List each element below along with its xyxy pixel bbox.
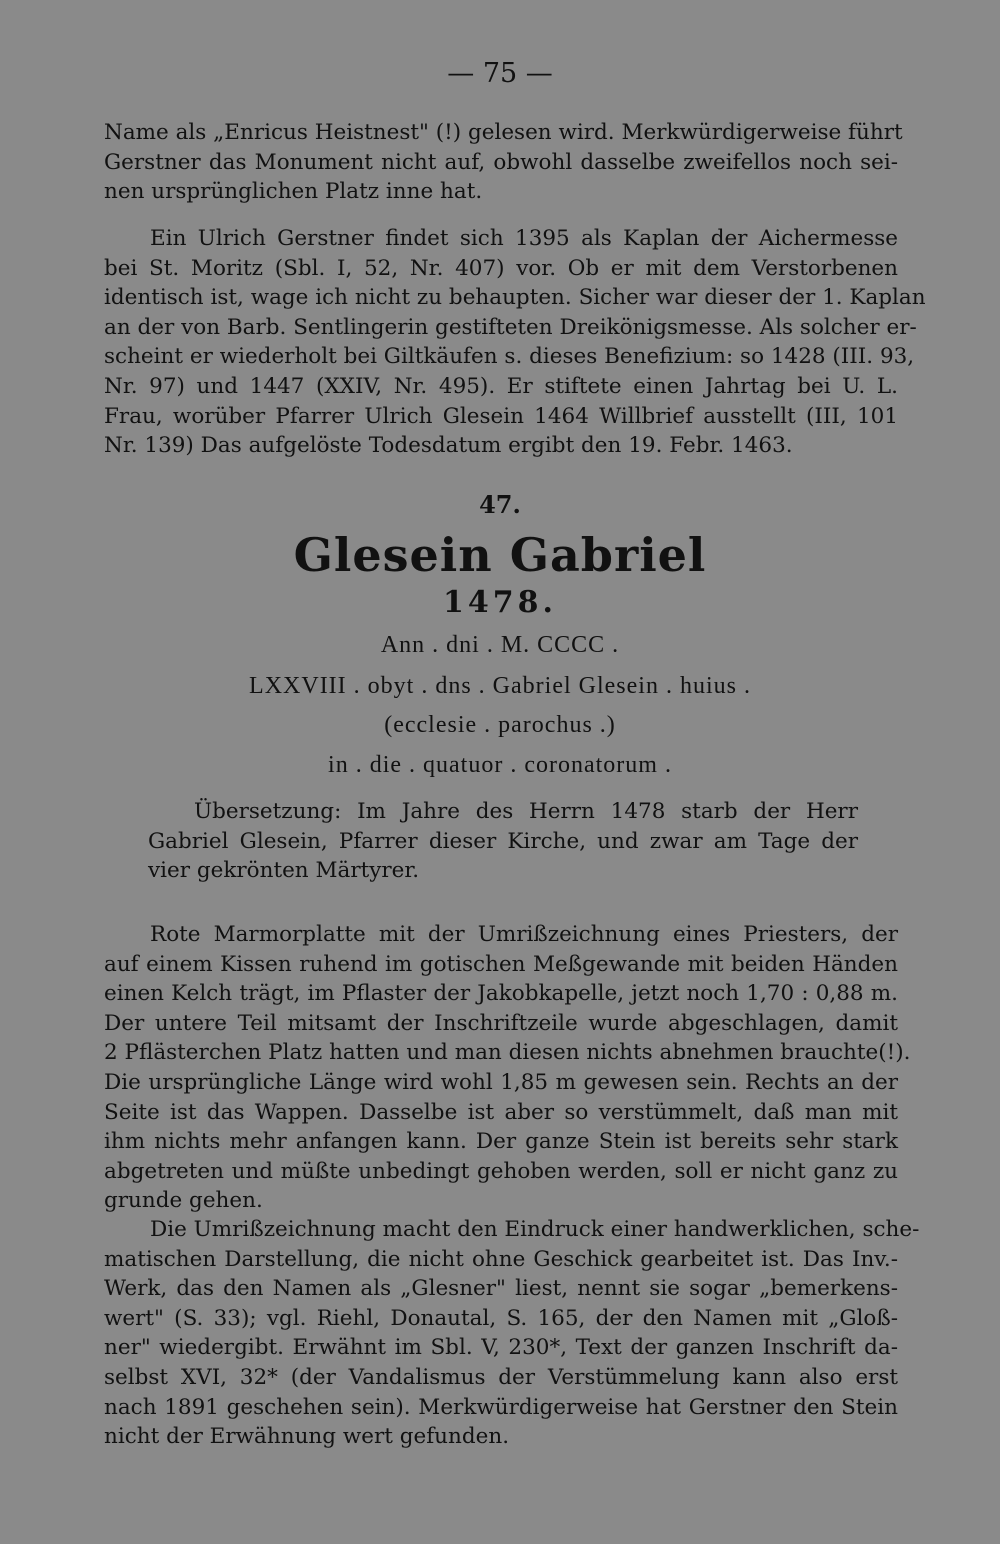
text-line: Ein Ulrich Gerstner findet sich 1395 als Kaplan der Aichermesse	[150, 226, 898, 251]
text-line: Nr. 139) Das aufgelöste Todesdatum ergibt den 19. Febr. 1463.	[104, 433, 793, 459]
text-line: abgetreten und müßte unbedingt gehoben werden, soll er nicht ganz zu	[104, 1158, 898, 1184]
text-line: selbst XVI, 32* (der Vandalismus der Verstümmelung kann also erst	[104, 1364, 898, 1390]
text-line: ihm nichts mehr anfangen kann. Der ganze Stein ist bereits sehr stark	[104, 1129, 898, 1155]
text-line: nen ursprünglichen Platz inne hat.	[104, 179, 483, 205]
text-line: nicht der Erwähnung wert gefunden.	[104, 1424, 510, 1450]
text-line: Die Umrißzeichnung macht den Eindruck einer handwerklichen, sche-	[150, 1217, 920, 1242]
section-year: 1478.	[443, 585, 557, 620]
text-line: Seite ist das Wappen. Dasselbe ist aber so verstümmelt, daß man mit	[104, 1099, 898, 1125]
text-line: Die ursprüngliche Länge wird wohl 1,85 m gewesen sein. Rechts an der	[104, 1069, 898, 1095]
section-title: Glesein Gabriel	[293, 528, 707, 582]
text-line: bei St. Moritz (Sbl. I, 52, Nr. 407) vor. Ob er mit dem Verstorbenen	[104, 255, 898, 281]
paragraph-3	[104, 920, 911, 1216]
text-line: Der untere Teil mitsamt der Inschriftzeile wurde abgeschlagen, damit	[104, 1010, 898, 1036]
inscription-line: Ann . dni . M. CCCC .	[380, 632, 620, 658]
inscription-line: (ecclesie . parochus .)	[384, 712, 616, 738]
inscription-line: LXXVIII . obyt . dns . Gabriel Glesein . huius .	[249, 673, 751, 699]
text-line: Nr. 97) und 1447 (XXIV, Nr. 495). Er stiftete einen Jahrtag bei U. L.	[104, 373, 898, 399]
section-number: 47.	[479, 490, 521, 519]
translation	[148, 797, 858, 886]
text-line: wert" (S. 33); vgl. Riehl, Donautal, S. 165, der den Namen mit „Gloß-	[104, 1305, 898, 1331]
text-line: Werk, das den Namen als „Glesner" liest, nennt sie sogar „bemerkens-	[104, 1276, 898, 1302]
text-line: grunde gehen.	[104, 1188, 263, 1214]
text-line: matischen Darstellung, die nicht ohne Geschick gearbeitet ist. Das Inv.-	[104, 1246, 898, 1272]
text-line: identisch ist, wage ich nicht zu behaupten. Sicher war dieser der 1. Kaplan	[104, 285, 926, 311]
text-line: Gabriel Glesein, Pfarrer dieser Kirche, und zwar am Tage der	[148, 828, 858, 854]
text-line: einen Kelch trägt, im Pflaster der Jakobkapelle, jetzt noch 1,70 : 0,88 m.	[104, 981, 898, 1007]
text-line: nach 1891 geschehen sein). Merkwürdigerweise hat Gerstner den Stein	[104, 1394, 898, 1420]
text-line: vier gekrönten Märtyrer.	[148, 858, 420, 884]
text-line: Übersetzung: Im Jahre des Herrn 1478 starb der Herr	[194, 799, 858, 824]
paragraph-4	[104, 1215, 920, 1452]
text-line: an der von Barb. Sentlingerin gestifteten Dreikönigsmesse. Als solcher er-	[104, 314, 917, 340]
text-line: Gerstner das Monument nicht auf, obwohl dasselbe zweifellos noch sei-	[104, 149, 898, 175]
text-line: Frau, worüber Pfarrer Ulrich Glesein 1464 Willbrief ausstellt (III, 101	[104, 403, 898, 429]
paragraph-2	[104, 224, 926, 461]
text-line: 2 Pflästerchen Platz hatten und man diesen nichts abnehmen brauchte(!).	[104, 1040, 911, 1066]
text-line: Rote Marmorplatte mit der Umrißzeichnung eines Priesters, der	[150, 922, 898, 947]
text-line: auf einem Kissen ruhend im gotischen Meßgewande mit beiden Händen	[104, 951, 898, 977]
text-line: ner" wiedergibt. Erwähnt im Sbl. V, 230*, Text der ganzen Inschrift da-	[104, 1335, 898, 1361]
paragraph-1	[104, 118, 903, 207]
text-line: scheint er wiederholt bei Giltkäufen s. dieses Benefizium: so 1428 (III. 93,	[104, 344, 915, 370]
page-number: — 75 —	[447, 58, 553, 89]
text-line: Name als „Enricus Heistnest" (!) gelesen wird. Merkwürdigerweise führt	[104, 120, 903, 145]
inscription-line: in . die . quatuor . coronatorum .	[328, 752, 672, 778]
